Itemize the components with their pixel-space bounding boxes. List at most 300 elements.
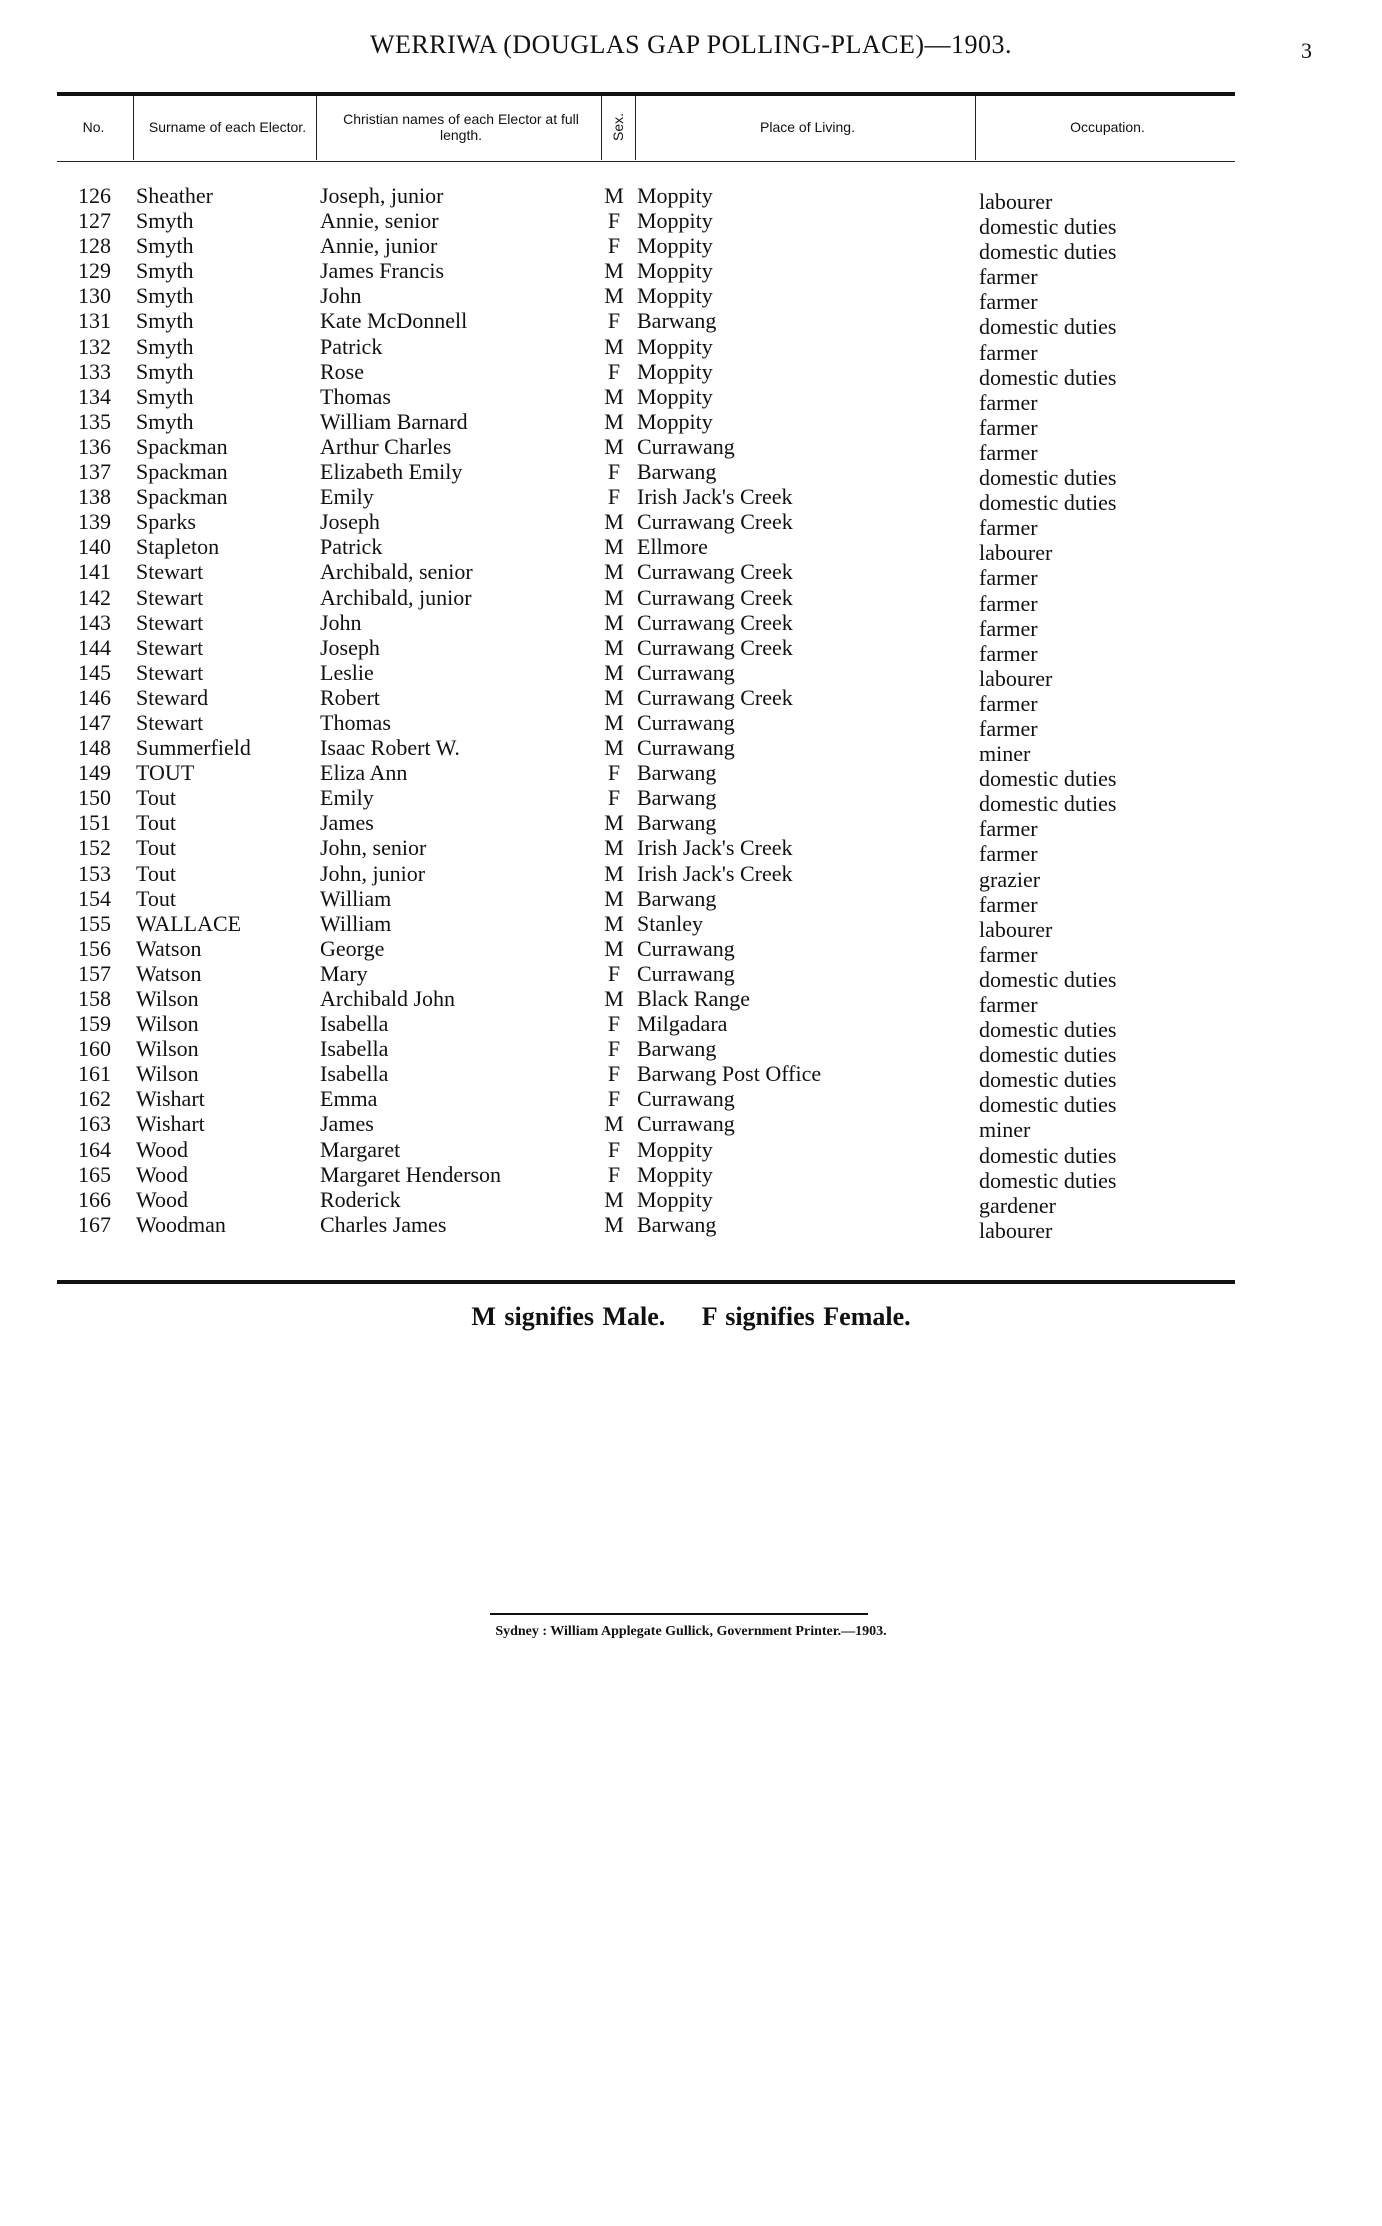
elector-occupation: miner xyxy=(979,1117,1031,1143)
elector-surname: Smyth xyxy=(136,333,194,359)
table-row xyxy=(57,684,1235,716)
elector-occupation: domestic duties xyxy=(979,490,1117,516)
elector-occupation: domestic duties xyxy=(979,1092,1117,1118)
table-row xyxy=(57,433,1235,465)
elector-christian-names: Isabella xyxy=(320,1061,389,1087)
table-row xyxy=(57,358,1235,390)
column-divider xyxy=(133,96,134,160)
elector-sex: F xyxy=(607,1061,621,1087)
table-row xyxy=(57,1011,1235,1043)
elector-christian-names: Emily xyxy=(320,484,374,510)
elector-occupation: domestic duties xyxy=(979,1042,1117,1068)
table-row xyxy=(57,1086,1235,1118)
legend-female: F signifies Female. xyxy=(701,1302,911,1331)
elector-sex: M xyxy=(604,283,624,309)
elector-sex: F xyxy=(607,1011,621,1037)
elector-sex: F xyxy=(607,1161,621,1187)
elector-number: 163 xyxy=(78,1111,111,1137)
elector-surname: Wishart xyxy=(136,1086,205,1112)
table-row xyxy=(57,735,1235,767)
elector-number: 131 xyxy=(78,308,111,334)
elector-number: 137 xyxy=(78,459,111,485)
elector-occupation: farmer xyxy=(979,414,1038,440)
elector-place: Moppity xyxy=(637,183,713,208)
elector-surname: Watson xyxy=(136,960,202,986)
elector-christian-names: John, junior xyxy=(320,860,426,886)
elector-number: 129 xyxy=(78,258,111,284)
elector-surname: Wilson xyxy=(136,1011,199,1037)
elector-number: 154 xyxy=(78,885,111,911)
table-row xyxy=(57,208,1235,240)
elector-sex: F xyxy=(607,484,621,510)
elector-christian-names: James Francis xyxy=(320,258,445,284)
table-row xyxy=(57,659,1235,691)
elector-christian-names: Patrick xyxy=(320,534,383,560)
table-row xyxy=(57,258,1235,290)
elector-christian-names: James xyxy=(320,1111,374,1137)
elector-christian-names: Robert xyxy=(320,684,380,710)
elector-place: Moppity xyxy=(637,333,713,359)
elector-sex: M xyxy=(604,1211,624,1237)
elector-number: 126 xyxy=(78,183,111,208)
elector-place: Barwang xyxy=(637,760,717,786)
table-row xyxy=(57,609,1235,641)
elector-number: 139 xyxy=(78,509,111,535)
elector-surname: Smyth xyxy=(136,258,194,284)
elector-christian-names: Archibald, senior xyxy=(320,559,473,585)
table-row xyxy=(57,534,1235,566)
elector-place: Irish Jack's Creek xyxy=(637,835,793,861)
sex-legend xyxy=(0,1302,1382,1332)
elector-occupation: labourer xyxy=(979,1217,1053,1243)
elector-number: 132 xyxy=(78,333,111,359)
elector-surname: Spackman xyxy=(136,459,228,485)
column-divider xyxy=(316,96,317,160)
elector-occupation: domestic duties xyxy=(979,966,1117,992)
elector-surname: Stewart xyxy=(136,709,204,735)
elector-place: Moppity xyxy=(637,1136,713,1162)
elector-place: Currawang xyxy=(637,935,735,961)
elector-sex: M xyxy=(604,433,624,459)
elector-place: Barwang xyxy=(637,810,717,836)
elector-place: Ellmore xyxy=(637,534,708,560)
elector-occupation: domestic duties xyxy=(979,314,1117,340)
table-row xyxy=(57,760,1235,792)
column-header-christian-names: Christian names of each Elector at full length. xyxy=(343,111,579,143)
elector-christian-names: Mary xyxy=(320,960,368,986)
elector-occupation: farmer xyxy=(979,715,1038,741)
elector-surname: Wood xyxy=(136,1161,189,1187)
elector-place: Currawang xyxy=(637,659,735,685)
elector-sex: M xyxy=(604,509,624,535)
elector-occupation: farmer xyxy=(979,891,1038,917)
elector-christian-names: Emma xyxy=(320,1086,378,1112)
elector-sex: M xyxy=(604,885,624,911)
elector-sex: M xyxy=(604,634,624,660)
elector-number: 164 xyxy=(78,1136,111,1162)
table-row xyxy=(57,283,1235,315)
column-header-surname: Surname of each Elector. xyxy=(148,119,307,135)
electors-table-body xyxy=(57,183,1235,1243)
elector-place: Barwang Post Office xyxy=(637,1061,822,1087)
elector-occupation: farmer xyxy=(979,439,1038,465)
elector-christian-names: Isaac Robert W. xyxy=(320,735,460,761)
elector-surname: Smyth xyxy=(136,308,194,334)
elector-sex: M xyxy=(604,408,624,434)
elector-place: Currawang Creek xyxy=(637,509,793,535)
elector-christian-names: Annie, junior xyxy=(320,233,438,259)
printer-rule xyxy=(490,1613,868,1615)
elector-occupation: farmer xyxy=(979,264,1038,290)
elector-number: 136 xyxy=(78,433,111,459)
elector-occupation: gardener xyxy=(979,1192,1056,1218)
elector-sex: M xyxy=(604,835,624,861)
elector-occupation: farmer xyxy=(979,816,1038,842)
table-row xyxy=(57,1061,1235,1093)
table-row xyxy=(57,1211,1235,1243)
elector-number: 140 xyxy=(78,534,111,560)
elector-christian-names: Rose xyxy=(320,358,364,384)
bottom-rule xyxy=(57,1280,1235,1284)
elector-christian-names: Margaret xyxy=(320,1136,401,1162)
elector-sex: M xyxy=(604,860,624,886)
elector-sex: M xyxy=(604,910,624,936)
elector-occupation: farmer xyxy=(979,640,1038,666)
elector-occupation: domestic duties xyxy=(979,364,1117,390)
legend-male: M signifies Male. xyxy=(471,1302,666,1331)
elector-place: Moppity xyxy=(637,1186,713,1212)
elector-occupation: labourer xyxy=(979,916,1053,942)
elector-sex: M xyxy=(604,333,624,359)
table-row xyxy=(57,885,1235,917)
elector-sex: M xyxy=(604,935,624,961)
column-header-sex xyxy=(603,96,633,158)
table-row xyxy=(57,986,1235,1017)
elector-place: Barwang xyxy=(637,308,717,334)
elector-number: 151 xyxy=(78,810,111,836)
elector-surname: Tout xyxy=(136,785,177,811)
elector-number: 142 xyxy=(78,584,111,610)
elector-sex: M xyxy=(604,183,624,208)
elector-surname: Wood xyxy=(136,1186,189,1212)
table-row xyxy=(57,333,1235,365)
elector-surname: Sparks xyxy=(136,509,196,535)
elector-place: Barwang xyxy=(637,1036,717,1062)
column-header-no: No. xyxy=(82,119,105,135)
elector-place: Currawang xyxy=(637,1086,735,1112)
elector-christian-names: Arthur Charles xyxy=(320,433,452,459)
elector-christian-names: Isabella xyxy=(320,1036,389,1062)
elector-number: 158 xyxy=(78,986,111,1011)
elector-number: 156 xyxy=(78,935,111,961)
elector-surname: Smyth xyxy=(136,283,194,309)
elector-surname: Stewart xyxy=(136,659,204,685)
elector-number: 148 xyxy=(78,735,111,761)
elector-occupation: farmer xyxy=(979,590,1038,616)
elector-surname: Wishart xyxy=(136,1111,205,1137)
table-row xyxy=(57,960,1235,992)
elector-sex: F xyxy=(607,1036,621,1062)
elector-occupation: farmer xyxy=(979,841,1038,867)
elector-number: 162 xyxy=(78,1086,111,1112)
elector-number: 155 xyxy=(78,910,111,936)
elector-surname: Smyth xyxy=(136,233,194,259)
elector-surname: Watson xyxy=(136,935,202,961)
elector-christian-names: Thomas xyxy=(320,709,391,735)
elector-number: 150 xyxy=(78,785,111,811)
elector-sex: M xyxy=(604,709,624,735)
elector-surname: Wood xyxy=(136,1136,189,1162)
elector-surname: TOUT xyxy=(136,760,195,786)
elector-surname: Stewart xyxy=(136,559,204,585)
elector-christian-names: Isabella xyxy=(320,1011,389,1037)
elector-christian-names: Joseph xyxy=(320,634,380,660)
elector-number: 161 xyxy=(78,1061,111,1087)
elector-place: Moppity xyxy=(637,383,713,409)
elector-sex: F xyxy=(607,760,621,786)
elector-place: Moppity xyxy=(637,258,713,284)
elector-occupation: farmer xyxy=(979,389,1038,415)
elector-number: 135 xyxy=(78,408,111,434)
elector-christian-names: William xyxy=(320,910,392,936)
elector-number: 143 xyxy=(78,609,111,635)
elector-occupation: farmer xyxy=(979,615,1038,641)
elector-number: 130 xyxy=(78,283,111,309)
page-number: 3 xyxy=(1301,38,1312,63)
elector-occupation: farmer xyxy=(979,941,1038,967)
elector-number: 146 xyxy=(78,684,111,710)
elector-surname: Spackman xyxy=(136,433,228,459)
elector-place: Black Range xyxy=(637,986,751,1011)
elector-place: Currawang xyxy=(637,433,735,459)
elector-occupation: domestic duties xyxy=(979,1067,1117,1093)
elector-surname: Smyth xyxy=(136,383,194,409)
elector-place: Currawang Creek xyxy=(637,684,793,710)
elector-place: Irish Jack's Creek xyxy=(637,484,793,510)
elector-occupation: labourer xyxy=(979,540,1053,566)
elector-place: Stanley xyxy=(637,910,703,936)
elector-sex: M xyxy=(604,684,624,710)
elector-christian-names: Annie, senior xyxy=(320,208,439,234)
elector-occupation: domestic duties xyxy=(979,214,1117,240)
elector-place: Currawang Creek xyxy=(637,609,793,635)
page-title: WERRIWA (DOUGLAS GAP POLLING-PLACE)—1903. xyxy=(369,30,1013,59)
elector-christian-names: Archibald, junior xyxy=(320,584,472,610)
elector-christian-names: James xyxy=(320,810,374,836)
elector-surname: Sheather xyxy=(136,183,213,208)
elector-place: Barwang xyxy=(637,1211,717,1237)
elector-occupation: domestic duties xyxy=(979,766,1117,792)
elector-number: 128 xyxy=(78,233,111,259)
elector-christian-names: John xyxy=(320,283,362,309)
elector-place: Moppity xyxy=(637,1161,713,1187)
elector-christian-names: Emily xyxy=(320,785,374,811)
table-row xyxy=(57,584,1235,616)
elector-number: 145 xyxy=(78,659,111,685)
elector-number: 144 xyxy=(78,634,111,660)
table-row xyxy=(57,183,1235,214)
elector-number: 157 xyxy=(78,960,111,986)
elector-surname: Spackman xyxy=(136,484,228,510)
column-header-occupation: Occupation. xyxy=(1070,119,1145,135)
elector-christian-names: Eliza Ann xyxy=(320,760,408,786)
elector-surname: Tout xyxy=(136,860,177,886)
table-row xyxy=(57,1136,1235,1168)
table-row xyxy=(57,1186,1235,1218)
table-row xyxy=(57,484,1235,516)
elector-occupation: domestic duties xyxy=(979,465,1117,491)
elector-place: Currawang Creek xyxy=(637,584,793,610)
elector-christian-names: Roderick xyxy=(320,1186,401,1212)
elector-occupation: domestic duties xyxy=(979,1142,1117,1168)
elector-number: 134 xyxy=(78,383,111,409)
elector-sex: F xyxy=(607,785,621,811)
elector-number: 127 xyxy=(78,208,111,234)
elector-place: Moppity xyxy=(637,283,713,309)
table-row xyxy=(57,860,1235,892)
elector-sex: M xyxy=(604,1186,624,1212)
elector-occupation: farmer xyxy=(979,565,1038,591)
column-divider xyxy=(601,96,602,160)
table-row xyxy=(57,709,1235,741)
elector-sex: F xyxy=(607,1086,621,1112)
elector-place: Barwang xyxy=(637,459,717,485)
elector-sex: M xyxy=(604,559,624,585)
elector-christian-names: Margaret Henderson xyxy=(320,1161,502,1187)
elector-sex: M xyxy=(604,735,624,761)
elector-sex: M xyxy=(604,986,624,1011)
elector-occupation: miner xyxy=(979,741,1031,767)
table-row xyxy=(57,308,1235,340)
elector-place: Currawang xyxy=(637,735,735,761)
table-row xyxy=(57,1161,1235,1193)
elector-christian-names: Patrick xyxy=(320,333,383,359)
table-row xyxy=(57,835,1235,867)
elector-occupation: domestic duties xyxy=(979,791,1117,817)
elector-surname: Wilson xyxy=(136,986,199,1011)
elector-number: 160 xyxy=(78,1036,111,1062)
elector-number: 165 xyxy=(78,1161,111,1187)
table-row xyxy=(57,459,1235,491)
table-row xyxy=(57,935,1235,967)
elector-sex: M xyxy=(604,810,624,836)
elector-occupation: domestic duties xyxy=(979,1017,1117,1043)
table-row xyxy=(57,785,1235,817)
elector-number: 138 xyxy=(78,484,111,510)
elector-number: 141 xyxy=(78,559,111,585)
elector-occupation: grazier xyxy=(979,866,1041,892)
column-divider xyxy=(975,96,976,160)
elector-christian-names: Archibald John xyxy=(320,986,456,1011)
elector-sex: F xyxy=(607,208,621,234)
elector-number: 167 xyxy=(78,1211,111,1237)
elector-place: Barwang xyxy=(637,885,717,911)
elector-surname: Stewart xyxy=(136,584,204,610)
elector-occupation: domestic duties xyxy=(979,239,1117,265)
elector-sex: M xyxy=(604,659,624,685)
elector-surname: Woodman xyxy=(136,1211,226,1237)
elector-sex: M xyxy=(604,383,624,409)
elector-place: Irish Jack's Creek xyxy=(637,860,793,886)
elector-christian-names: William xyxy=(320,885,392,911)
elector-christian-names: Charles James xyxy=(320,1211,447,1237)
elector-occupation: farmer xyxy=(979,289,1038,315)
column-divider xyxy=(635,96,636,160)
elector-christian-names: George xyxy=(320,935,385,961)
elector-surname: Stewart xyxy=(136,609,204,635)
elector-surname: Stewart xyxy=(136,634,204,660)
elector-christian-names: Joseph xyxy=(320,509,380,535)
elector-number: 133 xyxy=(78,358,111,384)
elector-occupation: farmer xyxy=(979,992,1038,1017)
elector-number: 159 xyxy=(78,1011,111,1037)
header-rule xyxy=(57,161,1235,162)
elector-place: Moppity xyxy=(637,358,713,384)
table-row xyxy=(57,559,1235,591)
elector-surname: Stapleton xyxy=(136,534,220,560)
elector-place: Milgadara xyxy=(637,1011,728,1037)
elector-number: 149 xyxy=(78,760,111,786)
elector-sex: M xyxy=(604,1111,624,1137)
elector-place: Currawang xyxy=(637,960,735,986)
column-header-sex-label: Sex. xyxy=(609,112,626,142)
elector-christian-names: Thomas xyxy=(320,383,391,409)
elector-sex: F xyxy=(607,358,621,384)
elector-christian-names: John, senior xyxy=(320,835,427,861)
elector-sex: M xyxy=(604,258,624,284)
table-row xyxy=(57,233,1235,265)
table-row xyxy=(57,634,1235,666)
elector-surname: Summerfield xyxy=(136,735,251,761)
elector-christian-names: William Barnard xyxy=(320,408,468,434)
table-row xyxy=(57,910,1235,942)
elector-occupation: labourer xyxy=(979,665,1053,691)
printer-imprint: Sydney : William Applegate Gullick, Government Printer.—1903. xyxy=(495,1624,887,1639)
elector-sex: F xyxy=(607,459,621,485)
elector-number: 166 xyxy=(78,1186,111,1212)
elector-surname: Smyth xyxy=(136,208,194,234)
column-header-place: Place of Living. xyxy=(760,119,855,135)
elector-number: 147 xyxy=(78,709,111,735)
elector-sex: M xyxy=(604,534,624,560)
elector-surname: Wilson xyxy=(136,1036,199,1062)
elector-surname: Tout xyxy=(136,885,177,911)
elector-surname: Tout xyxy=(136,835,177,861)
elector-surname: Wilson xyxy=(136,1061,199,1087)
elector-occupation: domestic duties xyxy=(979,1167,1117,1193)
elector-number: 152 xyxy=(78,835,111,861)
elector-occupation: farmer xyxy=(979,339,1038,365)
elector-place: Currawang Creek xyxy=(637,559,793,585)
elector-christian-names: Kate McDonnell xyxy=(320,308,468,334)
table-row xyxy=(57,509,1235,541)
elector-occupation: farmer xyxy=(979,515,1038,541)
table-row xyxy=(57,1111,1235,1143)
elector-occupation: farmer xyxy=(979,690,1038,716)
table-row xyxy=(57,408,1235,440)
table-row xyxy=(57,1036,1235,1068)
elector-sex: F xyxy=(607,233,621,259)
elector-place: Currawang xyxy=(637,1111,735,1137)
elector-sex: M xyxy=(604,584,624,610)
table-row xyxy=(57,383,1235,415)
elector-place: Moppity xyxy=(637,233,713,259)
elector-number: 153 xyxy=(78,860,111,886)
elector-surname: Smyth xyxy=(136,408,194,434)
elector-place: Currawang Creek xyxy=(637,634,793,660)
elector-christian-names: Joseph, junior xyxy=(320,183,444,208)
elector-surname: Smyth xyxy=(136,358,194,384)
